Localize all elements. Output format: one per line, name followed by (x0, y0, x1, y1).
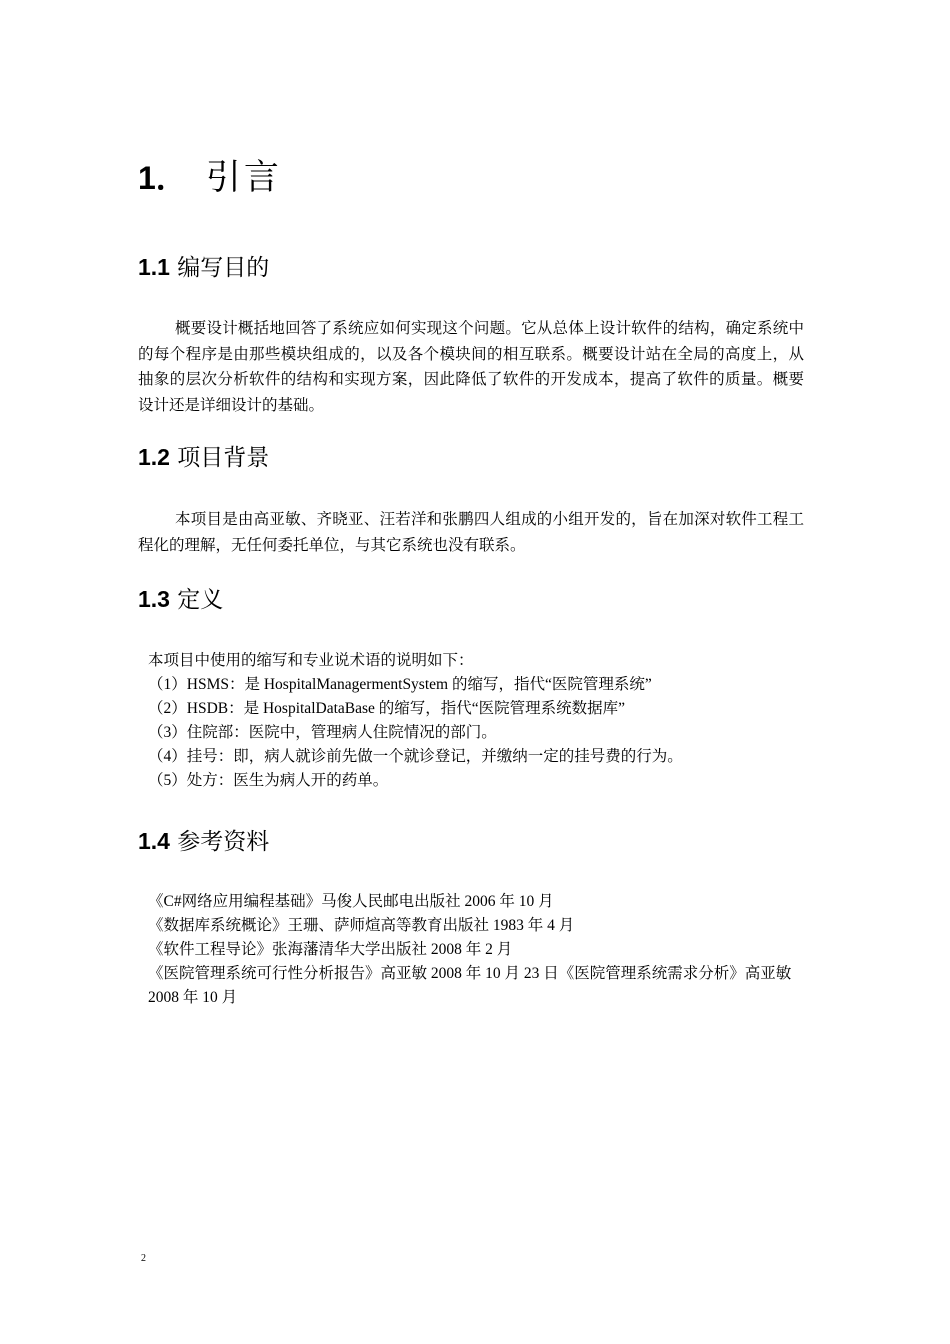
section-heading-1-1 (138, 252, 269, 283)
chapter-title: 引言 (205, 158, 282, 198)
reference-item: 《医院管理系统可行性分析报告》高亚敏 2008 年 10 月 23 日《医院管理系统需求分析》高亚敏 2008 年 10 月 (148, 965, 792, 1006)
definitions-list (148, 649, 818, 793)
reference-item: 《数据库系统概论》王珊、萨师煊高等教育出版社 1983 年 4 月 (148, 917, 575, 934)
definition-item: （5）处方：医生为病人开的药单。 (148, 772, 389, 789)
reference-item: 《C#网络应用编程基础》马俊人民邮电出版社 2006 年 10 月 (148, 893, 554, 910)
section-title: 参考资料 (177, 829, 270, 855)
section-number: 1.2 (138, 444, 170, 470)
section-title: 编写目的 (177, 255, 270, 281)
section-title: 定义 (177, 587, 224, 613)
definition-item: （1）HSMS：是 HospitalManagermentSystem 的缩写，指代“医院管理系统” (148, 676, 652, 693)
chapter-number: 1． (138, 160, 188, 196)
definitions-intro: 本项目中使用的缩写和专业说术语的说明如下： (148, 652, 474, 669)
definition-item: （4）挂号：即，病人就诊前先做一个就诊登记，并缴纳一定的挂号费的行为。 (148, 748, 683, 765)
section-number: 1.3 (138, 586, 170, 612)
section-heading-1-4 (138, 826, 269, 857)
definition-item: （2）HSDB：是 HospitalDataBase 的缩写，指代“医院管理系统数据库” (148, 700, 626, 717)
chapter-heading (138, 154, 282, 202)
section-paragraph-1-1: 概要设计概括地回答了系统应如何实现这个问题。它从总体上设计软件的结构，确定系统中的每个程序是由那些模块组成的，以及各个模块间的相互联系。概要设计站在全局的高度上，从抽象的层次分析软件的结构和实现方案，因此降低了软件的开发成本，提高了软件的质量。概要设计还是详细设计的基础。 (138, 320, 804, 414)
section-title: 项目背景 (177, 445, 270, 471)
section-number: 1.1 (138, 254, 170, 280)
section-paragraph-1-2: 本项目是由高亚敏、齐晓亚、汪若洋和张鹏四人组成的小组开发的，旨在加深对软件工程工程化的理解，无任何委托单位，与其它系统也没有联系。 (138, 511, 804, 554)
section-heading-1-3 (138, 584, 223, 615)
section-heading-1-2 (138, 442, 269, 473)
reference-item: 《软件工程导论》张海藩清华大学出版社 2008 年 2 月 (148, 941, 513, 958)
references-list (148, 890, 818, 1010)
definition-item: （3）住院部：医院中，管理病人住院情况的部门。 (148, 724, 497, 741)
section-number: 1.4 (138, 828, 170, 854)
page-number: 2 (141, 1253, 146, 1264)
